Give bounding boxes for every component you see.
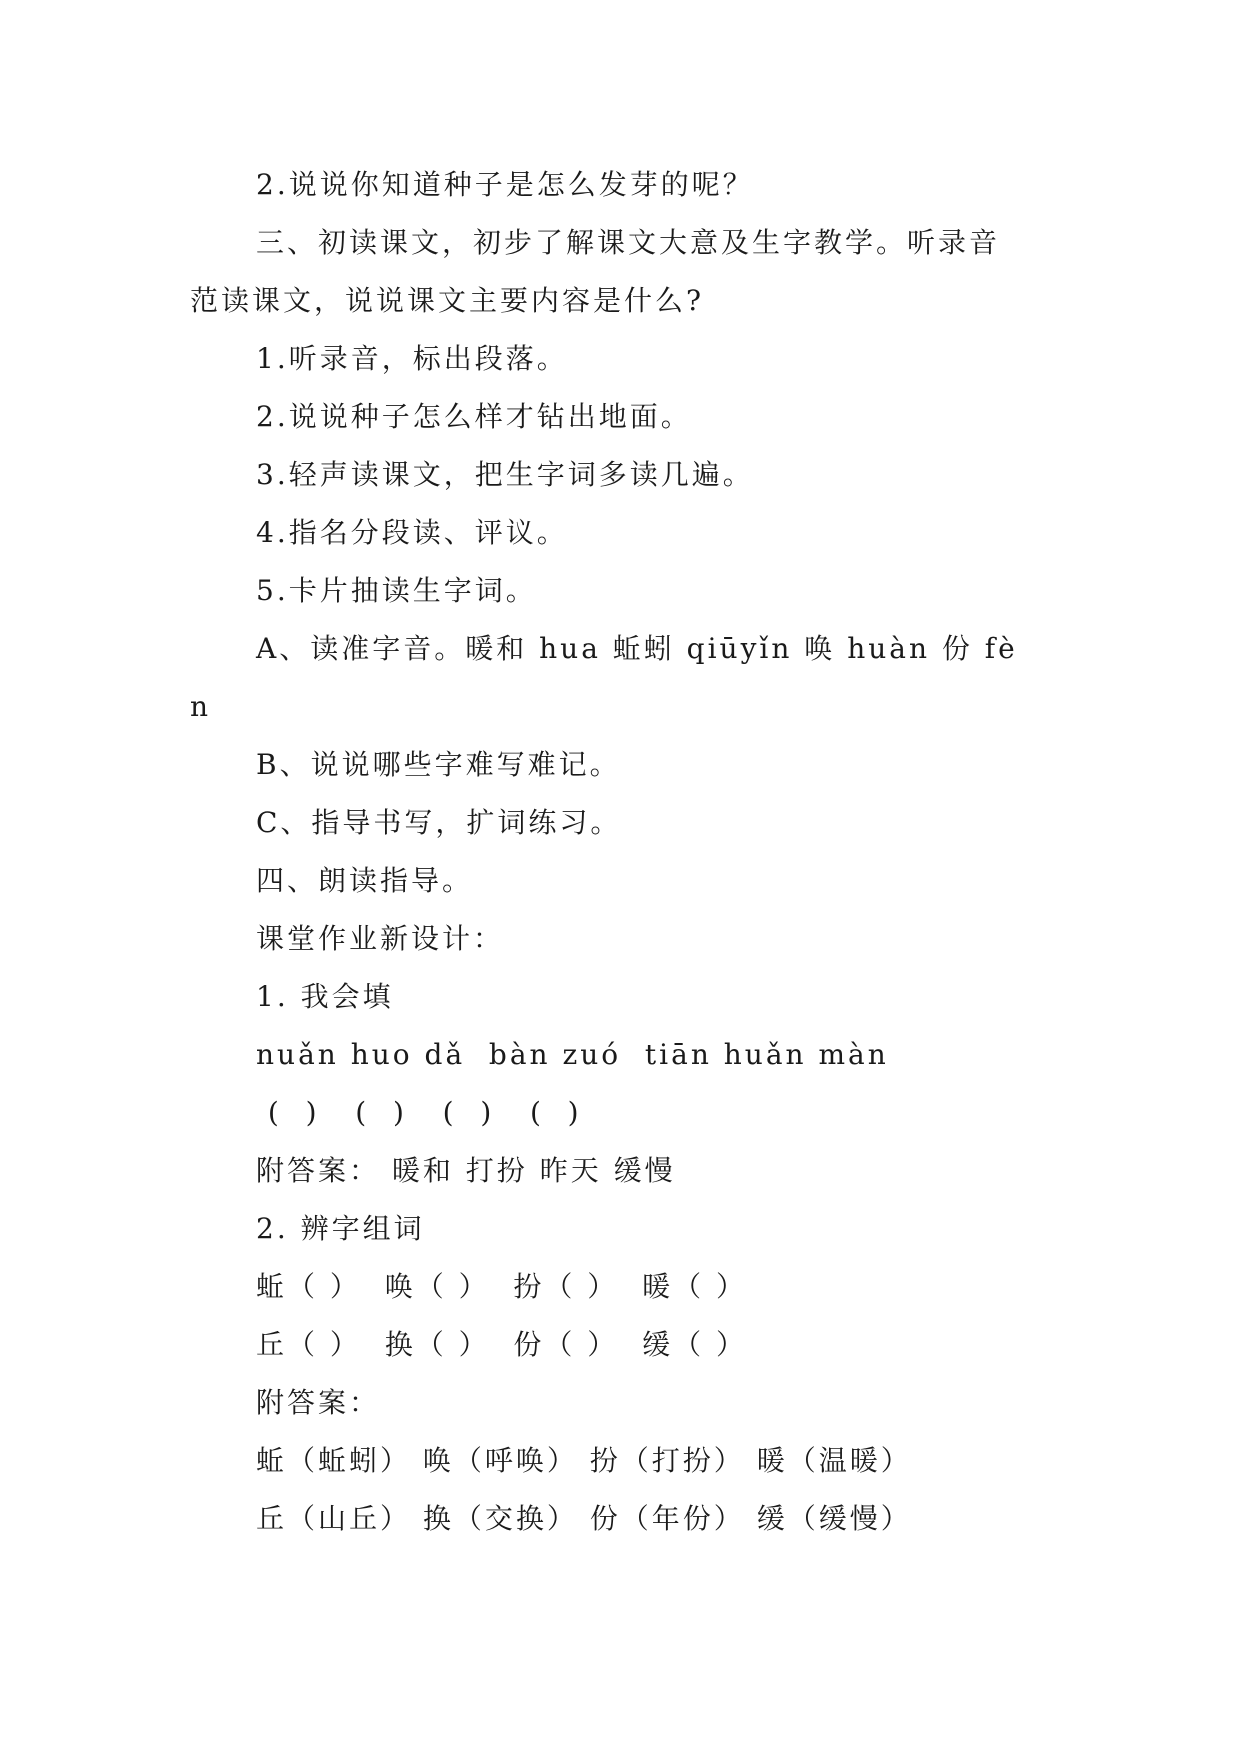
pinyin-line: A、读准字音。暖和 hua 蚯蚓 qiūyǐn 唤 huàn 份 fè [256,632,1018,665]
list-item: 5.卡片抽读生字词。 [256,574,537,607]
list-item: 3.轻声读课文，把生字词多读几遍。 [256,458,754,491]
answer-line: 附答案： 暖和 打扮 昨天 缓慢 [256,1154,676,1187]
blank-line: ( ) ( ) ( ) ( ) [256,1096,582,1129]
text-line: 2.说说你知道种子是怎么发芽的呢？ [256,168,754,201]
list-item: 1.听录音，标出段落。 [256,342,568,375]
section-heading: 课堂作业新设计： [256,922,505,955]
text-line: B、说说哪些字难写难记。 [256,748,621,781]
exercise-line: 丘（ ） 换（ ） 份（ ） 缓（ ） [256,1328,748,1361]
text-line: C、指导书写，扩词练习。 [256,806,622,839]
exercise-title: 2. 辨字组词 [256,1212,425,1245]
section-heading: 三、初读课文，初步了解课文大意及生字教学。听录音 [256,226,1001,259]
list-item: 2.说说种子怎么样才钻出地面。 [256,400,692,433]
list-item: 4.指名分段读、评议。 [256,516,568,549]
pinyin-line-continued: n [190,690,212,723]
answer-line: 丘（山丘） 换（交换） 份（年份） 缓（缓慢） [256,1502,912,1535]
text-line: 范读课文，说说课文主要内容是什么? [190,284,705,317]
pinyin-line: nuǎn huo dǎ bàn zuó tiān huǎn màn [256,1038,889,1071]
section-heading: 四、朗读指导。 [256,864,474,897]
exercise-line: 蚯（ ） 唤（ ） 扮（ ） 暖（ ） [256,1270,748,1303]
answer-line: 蚯（蚯蚓） 唤（呼唤） 扮（打扮） 暖（温暖） [256,1444,912,1477]
answer-label: 附答案： [256,1386,381,1419]
exercise-title: 1. 我会填 [256,980,394,1013]
